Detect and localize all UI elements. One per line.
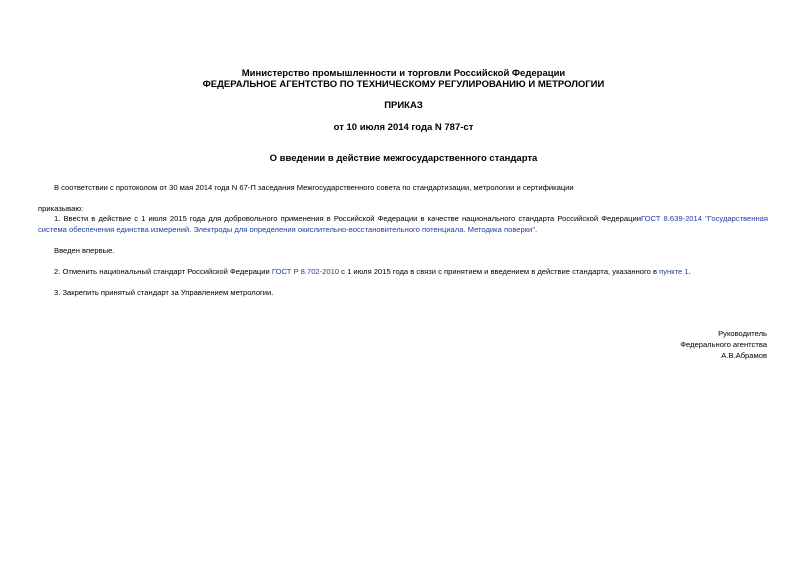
- introduced-note: Введен впервые.: [54, 246, 115, 255]
- item-2-end: .: [688, 267, 691, 276]
- signature-agency: Федерального агентства: [680, 340, 767, 349]
- order-title: ПРИКАЗ: [384, 100, 423, 111]
- order-date-number: от 10 июля 2014 года N 787-ст: [333, 122, 474, 133]
- gost-r-8-702-link[interactable]: ГОСТ Р 8.702-2010: [271, 267, 340, 276]
- item-3-paragraph: 3. Закрепить принятый стандарт за Управлением метрологии.: [54, 288, 274, 297]
- item-1-paragraph: [38, 213, 768, 235]
- item-1-end: .: [534, 225, 538, 234]
- agency-heading: ФЕДЕРАЛЬНОЕ АГЕНТСТВО ПО ТЕХНИЧЕСКОМУ РЕГУЛИРОВАНИЮ И МЕТРОЛОГИИ: [202, 79, 605, 90]
- point-1-link[interactable]: пункте 1: [659, 267, 689, 276]
- order-word: приказываю:: [38, 204, 84, 213]
- item-1-text: 1. Ввести в действие с 1 июля 2015 года для добровольного применения в Российской Федерации в качестве национального стандарта Российской Федерации: [54, 214, 641, 223]
- order-subject: О введении в действие межгосударственного стандарта: [269, 153, 538, 164]
- gost-8-639-link[interactable]: ГОСТ 8.639-2014 "Государственная система обеспечения единства измерений. Электроды для определения окислительно-восстановительного потенциала. Методика поверки": [38, 214, 768, 234]
- item-2-start: 2. Отменить национальный стандарт Российской Федерации: [54, 267, 272, 276]
- intro-paragraph: В соответствии с протоколом от 30 мая 2014 года N 67-П заседания Межгосударственного совета по стандартизации, метрологии и сертификации: [54, 183, 574, 192]
- item-2-mid: с 1 июля 2015 года в связи с принятием и введением в действие стандарта, указанного в: [339, 267, 660, 276]
- ministry-heading: Министерство промышленности и торговли Российской Федерации: [241, 68, 566, 79]
- signature-name: А.В.Абрамов: [721, 351, 767, 360]
- signature-title: Руководитель: [718, 329, 767, 338]
- item-2-paragraph: [38, 266, 768, 277]
